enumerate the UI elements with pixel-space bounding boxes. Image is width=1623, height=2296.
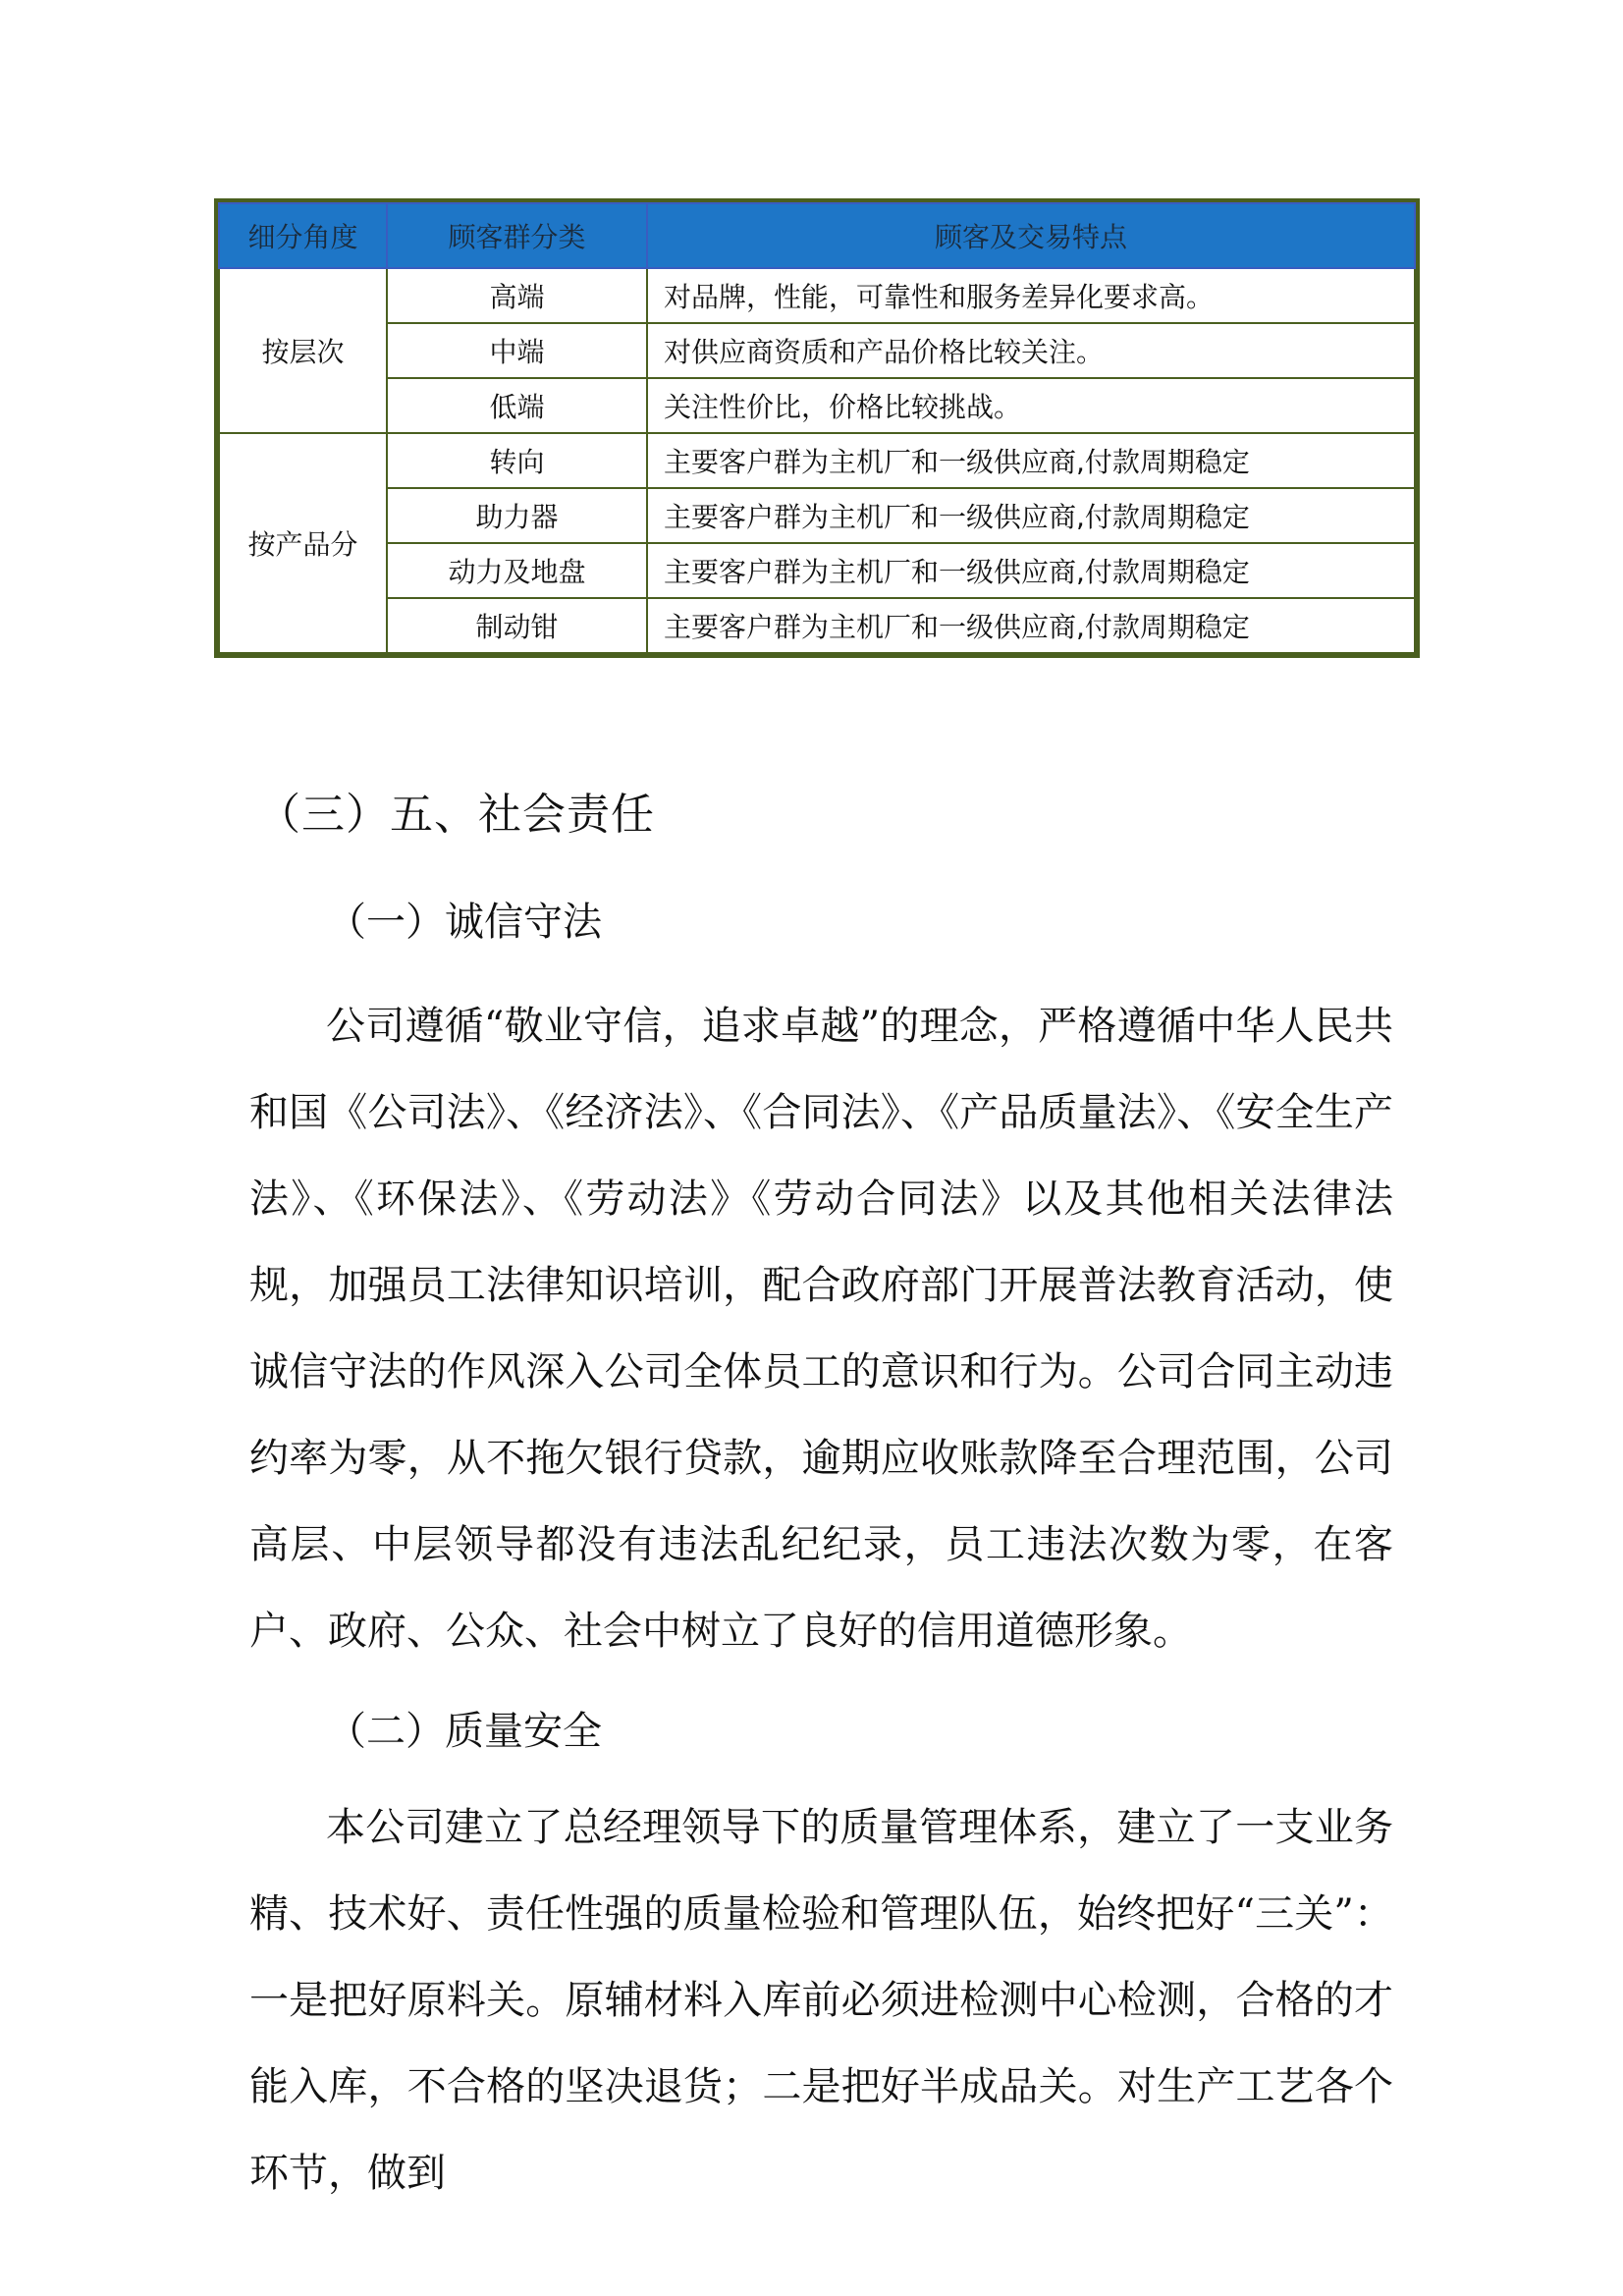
category-cell: 高端 [387, 268, 647, 323]
category-cell: 动力及地盘 [387, 543, 647, 598]
feature-cell: 主要客户群为主机厂和一级供应商,付款周期稳定 [647, 598, 1415, 653]
customer-segmentation-table [218, 202, 1416, 654]
subsection-title-quality: （二）质量安全 [327, 1709, 602, 1754]
feature-cell: 主要客户群为主机厂和一级供应商,付款周期稳定 [647, 433, 1415, 488]
feature-cell: 对供应商资质和产品价格比较关注。 [647, 323, 1415, 378]
feature-cell: 主要客户群为主机厂和一级供应商,付款周期稳定 [647, 543, 1415, 598]
segmentation-table-frame [214, 198, 1420, 658]
category-cell: 制动钳 [387, 598, 647, 653]
section-title: （三）五、社会责任 [257, 790, 655, 840]
header-customer-group: 顾客群分类 [387, 203, 647, 268]
header-trade-features: 顾客及交易特点 [647, 203, 1415, 268]
table-row [219, 378, 1415, 433]
subsection-title-integrity: （一）诚信守法 [327, 900, 602, 945]
group-cell-by-tier: 按层次 [219, 268, 387, 433]
feature-cell: 关注性价比，价格比较挑战。 [647, 378, 1415, 433]
table-row [219, 488, 1415, 543]
group-cell-by-product: 按产品分 [219, 433, 387, 653]
paragraph-integrity: 公司遵循“敬业守信，追求卓越”的理念，严格遵循中华人民共和国《公司法》、《经济法》、《合同法》、《产品质量法》、《安全生产法》、《环保法》、《劳动法》《劳动合同法》以及其他相关法律法规，加强员工法律知识培训，配合政府部门开展普法教育活动，使诚信守法的作风深入公司全体员工的意识和行为。公司合同主动违约率为零，从不拖欠银行贷款，逾期应收账款降至合理范围，公司高层、中层领导都没有违法乱纪纪录，员工违法次数为零，在客户、政府、公众、社会中树立了良好的信用道德形象。 [249, 1004, 1393, 1654]
table-header-row [219, 203, 1415, 268]
table-row [219, 268, 1415, 323]
category-cell: 中端 [387, 323, 647, 378]
table-row [219, 598, 1415, 653]
feature-cell: 主要客户群为主机厂和一级供应商,付款周期稳定 [647, 488, 1415, 543]
table-row [219, 433, 1415, 488]
category-cell: 转向 [387, 433, 647, 488]
header-segment-angle: 细分角度 [219, 203, 387, 268]
table-row [219, 543, 1415, 598]
category-cell: 低端 [387, 378, 647, 433]
paragraph-quality: 本公司建立了总经理领导下的质量管理体系，建立了一支业务精、技术好、责任性强的质量检验和管理队伍，始终把好“三关”：一是把好原料关。原辅材料入库前必须进检测中心检测，合格的才能入库，不合格的坚决退货；二是把好半成品关。对生产工艺各个环节，做到 [249, 1805, 1393, 2196]
table-row [219, 323, 1415, 378]
feature-cell: 对品牌，性能，可靠性和服务差异化要求高。 [647, 268, 1415, 323]
category-cell: 助力器 [387, 488, 647, 543]
